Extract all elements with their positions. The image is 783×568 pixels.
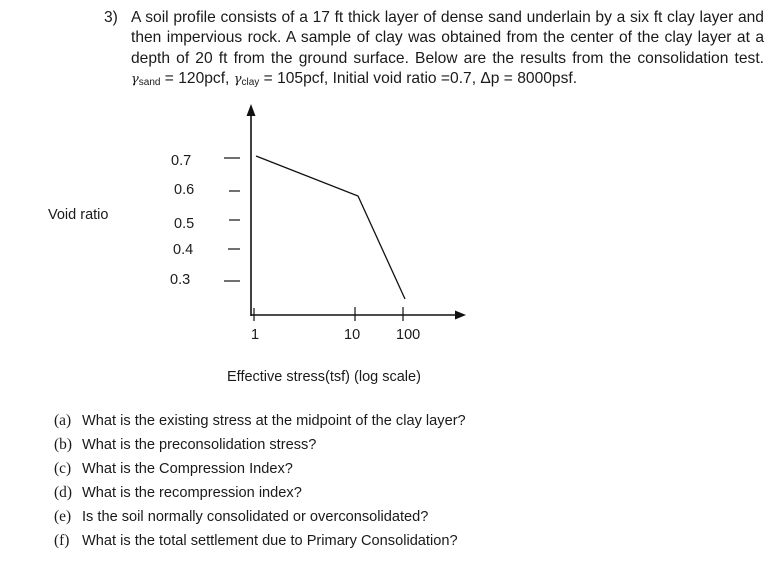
- problem-text-main: A soil profile consists of a 17 ft thick layer of dense sand underlain by a six ft clay layer and then impervious rock. A sample of clay was obtained from the center of the clay layer at a depth of 20 ft from the ground surface. Below are the results from the consolidation test.: [131, 9, 764, 67]
- x-axis-label: Effective stress(tsf) (log scale): [227, 369, 421, 385]
- x-tick-label: 1: [251, 327, 260, 343]
- question-item: [54, 457, 466, 481]
- question-item: [54, 481, 466, 505]
- question-item: [54, 409, 466, 433]
- y-tick-label: 0.4: [173, 242, 194, 258]
- question-list: [54, 409, 466, 553]
- y-tick-label: 0.3: [170, 272, 191, 288]
- question-text: What is the existing stress at the midpoint of the clay layer?: [82, 413, 466, 429]
- problem-number: 3): [104, 9, 118, 26]
- e-log-p-curve: [256, 156, 405, 299]
- question-label: (c): [54, 460, 72, 477]
- y-tick-label: 0.5: [174, 216, 195, 232]
- gamma-clay-subscript: clay: [241, 77, 260, 89]
- question-label: (b): [54, 436, 72, 453]
- x-tick-label: 100: [396, 327, 421, 343]
- question-item: [54, 529, 466, 553]
- y-axis-arrow-icon: [247, 104, 256, 116]
- question-label: (d): [54, 484, 72, 501]
- question-text: What is the total settlement due to Primary Consolidation?: [82, 533, 458, 549]
- question-label: (e): [54, 508, 72, 525]
- question-label: (a): [54, 412, 72, 429]
- question-text: What is the recompression index?: [82, 485, 302, 501]
- question-label: (f): [54, 532, 70, 549]
- x-tick-label: 10: [344, 327, 361, 343]
- y-tick-label: 0.6: [174, 182, 195, 198]
- gamma-symbol: γ: [233, 72, 242, 88]
- question-item: [54, 505, 466, 529]
- y-tick-label: 0.7: [171, 153, 192, 169]
- x-axis-arrow-icon: [455, 311, 466, 320]
- gamma-symbol: γ: [131, 72, 139, 88]
- gamma-sand-value: = 120pcf,: [160, 70, 234, 88]
- y-axis-label: Void ratio: [48, 207, 109, 223]
- question-text: What is the Compression Index?: [82, 461, 293, 477]
- question-text: What is the preconsolidation stress?: [82, 437, 317, 453]
- gamma-sand-subscript: sand: [138, 77, 161, 89]
- gamma-clay-value: = 105pcf, Initial void ratio =0.7, Δp = 8000psf.: [259, 70, 578, 88]
- question-text: Is the soil normally consolidated or overconsolidated?: [82, 509, 429, 525]
- question-item: [54, 433, 466, 457]
